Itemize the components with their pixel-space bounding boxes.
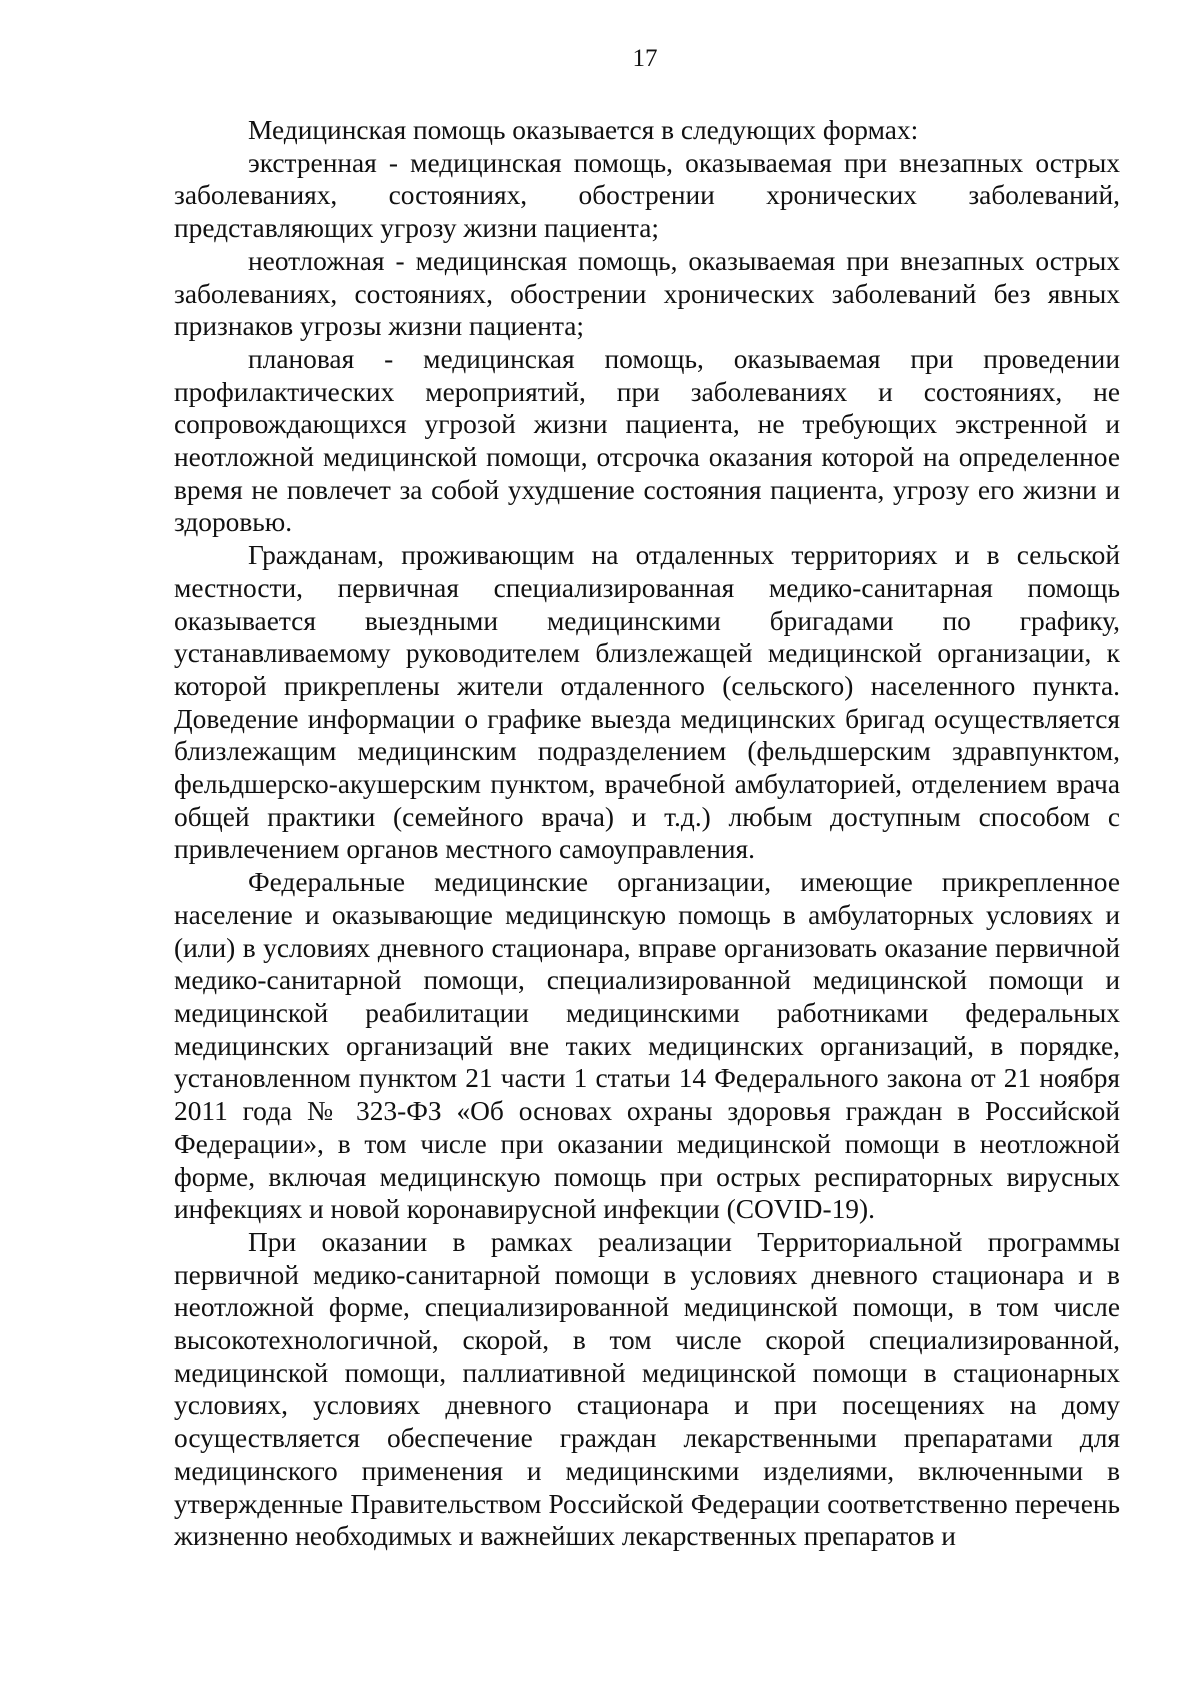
- paragraph-planned: плановая - медицинская помощь, оказываемая при проведении профилактических мероприятий, при заболеваниях и состояниях, не сопровождающихся угрозой жизни пациента, не требующих экстренной и неотложной медицинской помощи, отсрочка оказания которой на определенное время не повлечет за собой ухудшение состояния пациента, угрозу его жизни и здоровью.: [174, 343, 1120, 538]
- page-number: 17: [632, 45, 658, 72]
- document-body: [174, 114, 1120, 1553]
- paragraph-remote-territories: Гражданам, проживающим на отдаленных территориях и в сельской местности, первичная специализированная медико-санитарная помощь оказывается выездными медицинскими бригадами по графику, устанавливаемому руководителем близлежащей медицинской организации, к которой прикреплены жители отдаленного (сельского) населенного пункта. Доведение информации о графике выезда медицинских бригад осуществляется близлежащим медицинским подразделением (фельдшерским здравпунктом, фельдшерско-акушерским пунктом, врачебной амбулаторией, отделением врача общей практики (семейного врача) и т.д.) любым доступным способом с привлечением органов местного самоуправления.: [174, 540, 1120, 865]
- paragraph-medication-provision: При оказании в рамках реализации Территориальной программы первичной медико-санитарной помощи в условиях дневного стационара и в неотложной форме, специализированной медицинской помощи, в том числе высокотехнологичной, скорой, в том числе скорой специализированной, медицинской помощи, паллиативной медицинской помощи в стационарных условиях, условиях дневного стационара и при посещениях на дому осуществляется обеспечение граждан лекарственными препаратами для медицинского применения и медицинскими изделиями, включенными в утвержденные Правительством Российской Федерации соответственно перечень жизненно необходимых и важнейших лекарственных препаратов и: [174, 1226, 1120, 1552]
- paragraph-federal-organizations: Федеральные медицинские организации, имеющие прикрепленное население и оказывающие медицинскую помощь в амбулаторных условиях и (или) в условиях дневного стационара, вправе организовать оказание первичной медико-санитарной помощи, специализированной медицинской помощи и медицинской реабилитации медицинскими работниками федеральных медицинских организаций вне таких медицинских организаций, в порядке, установленном пунктом 21 части 1 статьи 14 Федерального закона от 21 ноября 2011 года № 323-ФЗ «Об основах охраны здоровья граждан в Российской Федерации», в том числе при оказании медицинской помощи в неотложной форме, включая медицинскую помощь при острых респираторных вирусных инфекциях и новой коронавирусной инфекции (COVID-19).: [174, 867, 1120, 1225]
- paragraph-urgent: неотложная - медицинская помощь, оказываемая при внезапных острых заболеваниях, состояниях, обострении хронических заболеваний без явных признаков угрозы жизни пациента;: [174, 245, 1120, 342]
- paragraph-emergency: экстренная - медицинская помощь, оказываемая при внезапных острых заболеваниях, состояниях, обострении хронических заболеваний, представляющих угрозу жизни пациента;: [174, 147, 1120, 244]
- paragraph-forms-intro: Медицинская помощь оказывается в следующих формах:: [248, 115, 919, 145]
